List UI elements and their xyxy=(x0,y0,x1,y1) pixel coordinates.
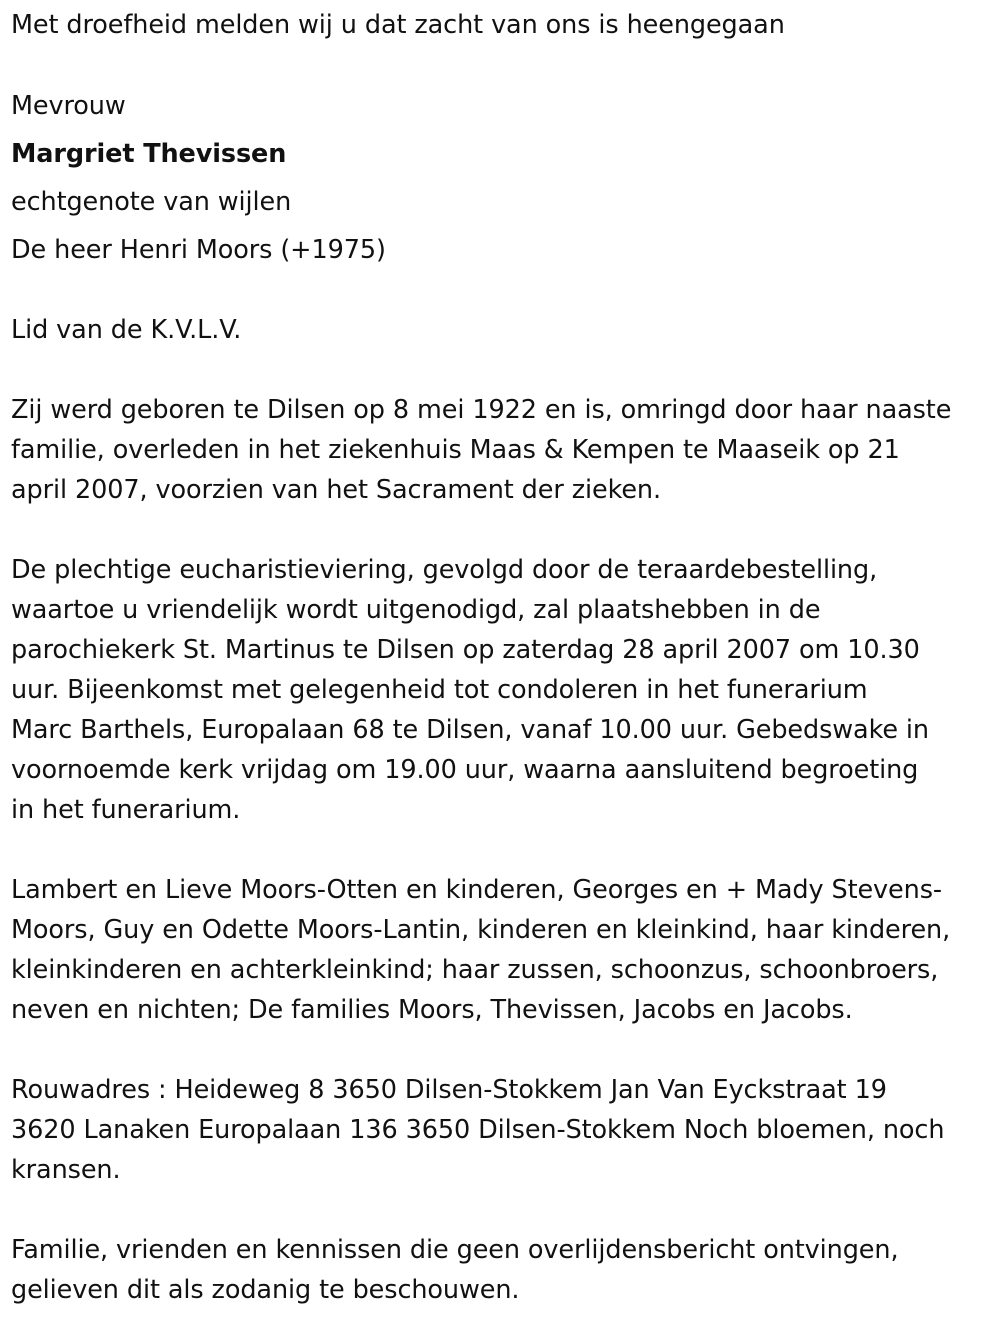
paragraph-line: gelieven dit als zodanig te beschouwen. xyxy=(11,1275,520,1305)
membership-text: Lid van de K.V.L.V. xyxy=(11,315,242,345)
paragraph-line: in het funerarium. xyxy=(11,795,241,825)
paragraph-line: kleinkinderen en achterkleinkind; haar zussen, schoonzus, schoonbroers, xyxy=(11,955,939,985)
deceased-name: Margriet Thevissen xyxy=(11,139,287,169)
paragraph-line: Rouwadres : Heideweg 8 3650 Dilsen-Stokkem Jan Van Eyckstraat 19 xyxy=(11,1075,887,1105)
birth-death-paragraph xyxy=(11,390,996,510)
honorific: Mevrouw xyxy=(11,91,126,121)
paragraph-line: neven en nichten; De families Moors, Thevissen, Jacobs en Jacobs. xyxy=(11,995,853,1025)
paragraph-line: 3620 Lanaken Europalaan 136 3650 Dilsen-Stokkem Noch bloemen, noch xyxy=(11,1115,945,1145)
paragraph-line: waartoe u vriendelijk wordt uitgenodigd, zal plaatshebben in de xyxy=(11,595,821,625)
paragraph-line: kransen. xyxy=(11,1155,121,1185)
paragraph-line: parochiekerk St. Martinus te Dilsen op zaterdag 28 april 2007 om 10.30 xyxy=(11,635,920,665)
paragraph-line: familie, overleden in het ziekenhuis Maas & Kempen te Maaseik op 21 xyxy=(11,435,900,465)
closing-paragraph xyxy=(11,1230,996,1310)
paragraph-line: Marc Barthels, Europalaan 68 te Dilsen, vanaf 10.00 uur. Gebedswake in xyxy=(11,715,929,745)
spouse-name: De heer Henri Moors (+1975) xyxy=(11,235,386,265)
address-paragraph xyxy=(11,1070,996,1190)
paragraph-line: Lambert en Lieve Moors-Otten en kinderen, Georges en + Mady Stevens- xyxy=(11,875,942,905)
intro-text: Met droefheid melden wij u dat zacht van ons is heengegaan xyxy=(11,10,785,40)
paragraph-line: uur. Bijeenkomst met gelegenheid tot condoleren in het funerarium xyxy=(11,675,868,705)
relation-text: echtgenote van wijlen xyxy=(11,187,292,217)
paragraph-line: Zij werd geboren te Dilsen op 8 mei 1922 en is, omringd door haar naaste xyxy=(11,395,952,425)
paragraph-line: april 2007, voorzien van het Sacrament der zieken. xyxy=(11,475,661,505)
paragraph-line: Familie, vrienden en kennissen die geen overlijdensbericht ontvingen, xyxy=(11,1235,899,1265)
ceremony-paragraph xyxy=(11,550,996,830)
paragraph-line: De plechtige eucharistieviering, gevolgd door de teraardebestelling, xyxy=(11,555,878,585)
paragraph-line: voornoemde kerk vrijdag om 19.00 uur, waarna aansluitend begroeting xyxy=(11,755,919,785)
family-paragraph xyxy=(11,870,996,1030)
paragraph-line: Moors, Guy en Odette Moors-Lantin, kinderen en kleinkind, haar kinderen, xyxy=(11,915,951,945)
